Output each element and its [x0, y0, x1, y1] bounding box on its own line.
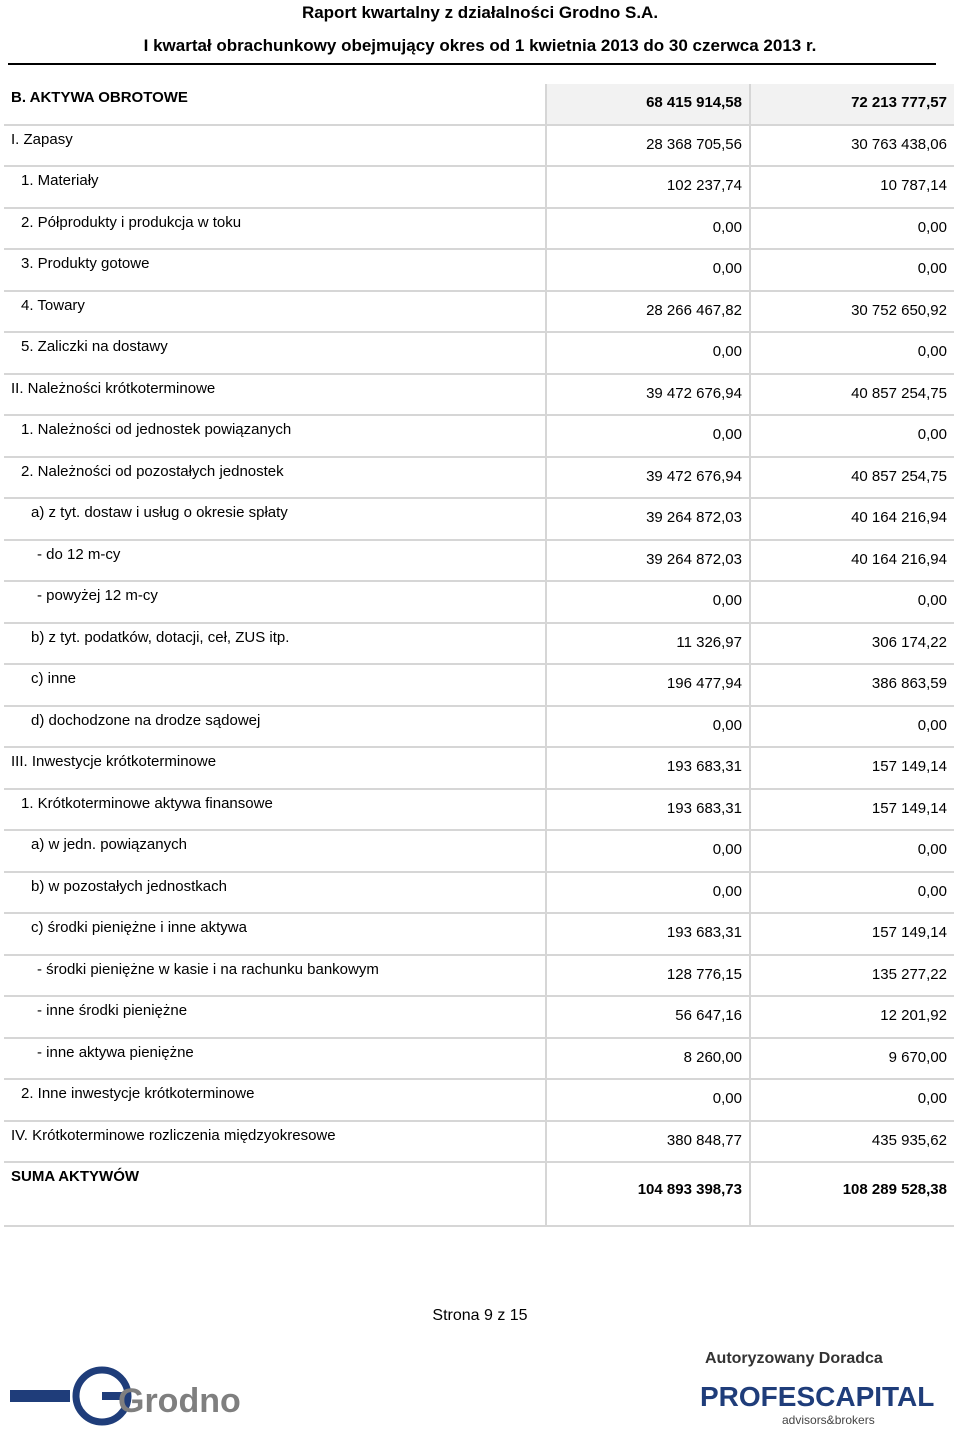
row-label: 1. Krótkoterminowe aktywa finansowe	[4, 789, 546, 831]
table-row	[4, 747, 954, 789]
row-value-current: 56 647,16	[546, 996, 750, 1038]
row-value-current: 8 260,00	[546, 1038, 750, 1080]
table-row	[4, 540, 954, 582]
profescapital-logo-icon	[700, 1368, 940, 1428]
row-value-previous: 0,00	[750, 332, 954, 374]
table-row	[4, 789, 954, 831]
table-row	[4, 415, 954, 457]
table-row	[4, 581, 954, 623]
row-value-current: 0,00	[546, 581, 750, 623]
row-label: 3. Produkty gotowe	[4, 249, 546, 291]
table-row	[4, 208, 954, 250]
row-value-current: 0,00	[546, 208, 750, 250]
row-value-previous: 40 857 254,75	[750, 374, 954, 416]
row-value-current: 39 472 676,94	[546, 374, 750, 416]
grodno-logo	[10, 1368, 241, 1429]
row-value-previous: 0,00	[750, 581, 954, 623]
table-row	[4, 872, 954, 914]
row-label: c) inne	[4, 664, 546, 706]
table-row	[4, 249, 954, 291]
table-row	[4, 996, 954, 1038]
row-value-previous: 30 763 438,06	[750, 125, 954, 167]
row-value-current: 0,00	[546, 830, 750, 872]
row-value-previous: 108 289 528,38	[750, 1162, 954, 1226]
row-value-current: 28 368 705,56	[546, 125, 750, 167]
table-row	[4, 166, 954, 208]
row-value-previous: 0,00	[750, 830, 954, 872]
row-value-previous: 135 277,22	[750, 955, 954, 997]
row-label: I. Zapasy	[4, 125, 546, 167]
profescapital-sub: advisors&brokers	[782, 1413, 875, 1427]
row-value-current: 196 477,94	[546, 664, 750, 706]
table-row	[4, 125, 954, 167]
row-value-previous: 10 787,14	[750, 166, 954, 208]
row-value-current: 193 683,31	[546, 747, 750, 789]
row-value-current: 0,00	[546, 249, 750, 291]
row-value-current: 102 237,74	[546, 166, 750, 208]
row-label: III. Inwestycje krótkoterminowe	[4, 747, 546, 789]
table-row	[4, 457, 954, 499]
profescapital-logo	[700, 1350, 940, 1433]
row-value-previous: 0,00	[750, 872, 954, 914]
row-value-current: 0,00	[546, 415, 750, 457]
row-value-previous: 0,00	[750, 706, 954, 748]
row-label: 2. Półprodukty i produkcja w toku	[4, 208, 546, 250]
row-value-current: 0,00	[546, 1079, 750, 1121]
table-row-total	[4, 1162, 954, 1226]
row-label: B. AKTYWA OBROTOWE	[4, 84, 546, 125]
table-row	[4, 955, 954, 997]
row-value-current: 193 683,31	[546, 913, 750, 955]
row-label: 1. Należności od jednostek powiązanych	[4, 415, 546, 457]
row-label: d) dochodzone na drodze sądowej	[4, 706, 546, 748]
grodno-logo-icon	[10, 1368, 241, 1424]
table-row	[4, 664, 954, 706]
table-row	[4, 706, 954, 748]
table-row	[4, 1038, 954, 1080]
row-value-previous: 40 164 216,94	[750, 540, 954, 582]
row-value-previous: 40 857 254,75	[750, 457, 954, 499]
advisor-title: Autoryzowany Doradca	[705, 1350, 883, 1367]
row-label: - powyżej 12 m-cy	[4, 581, 546, 623]
row-label: b) w pozostałych jednostkach	[4, 872, 546, 914]
table-row	[4, 1079, 954, 1121]
row-label: 2. Inne inwestycje krótkoterminowe	[4, 1079, 546, 1121]
report-subtitle: I kwartał obrachunkowy obejmujący okres od 1 kwietnia 2013 do 30 czerwca 2013 r.	[143, 36, 817, 55]
row-label: II. Należności krótkoterminowe	[4, 374, 546, 416]
row-value-previous: 72 213 777,57	[750, 84, 954, 125]
row-value-previous: 435 935,62	[750, 1121, 954, 1163]
row-label: a) z tyt. dostaw i usług o okresie spłaty	[4, 498, 546, 540]
table-row	[4, 332, 954, 374]
row-value-current: 11 326,97	[546, 623, 750, 665]
row-value-previous: 157 149,14	[750, 789, 954, 831]
row-label: - do 12 m-cy	[4, 540, 546, 582]
row-value-current: 0,00	[546, 706, 750, 748]
row-value-previous: 386 863,59	[750, 664, 954, 706]
row-value-current: 380 848,77	[546, 1121, 750, 1163]
row-label: a) w jedn. powiązanych	[4, 830, 546, 872]
row-label: IV. Krótkoterminowe rozliczenia międzyokresowe	[4, 1121, 546, 1163]
row-value-current: 39 472 676,94	[546, 457, 750, 499]
assets-table	[4, 84, 954, 1227]
row-value-current: 0,00	[546, 872, 750, 914]
table-row	[4, 623, 954, 665]
row-value-current: 104 893 398,73	[546, 1162, 750, 1226]
row-value-current: 0,00	[546, 332, 750, 374]
row-value-previous: 157 149,14	[750, 913, 954, 955]
table-row	[4, 913, 954, 955]
row-value-previous: 306 174,22	[750, 623, 954, 665]
table-row	[4, 1121, 954, 1163]
row-value-previous: 12 201,92	[750, 996, 954, 1038]
table-row	[4, 830, 954, 872]
row-value-current: 39 264 872,03	[546, 540, 750, 582]
report-title: Raport kwartalny z działalności Grodno S.A.	[301, 3, 659, 22]
grodno-logo-text: Grodno	[118, 1382, 241, 1420]
row-label: 5. Zaliczki na dostawy	[4, 332, 546, 374]
row-value-current: 193 683,31	[546, 789, 750, 831]
table-row	[4, 498, 954, 540]
row-value-current: 128 776,15	[546, 955, 750, 997]
row-value-current: 68 415 914,58	[546, 84, 750, 125]
row-value-previous: 9 670,00	[750, 1038, 954, 1080]
row-value-current: 39 264 872,03	[546, 498, 750, 540]
row-value-previous: 40 164 216,94	[750, 498, 954, 540]
row-label: c) środki pieniężne i inne aktywa	[4, 913, 546, 955]
row-label: - środki pieniężne w kasie i na rachunku bankowym	[4, 955, 546, 997]
table-row	[4, 374, 954, 416]
row-value-previous: 0,00	[750, 415, 954, 457]
row-label: SUMA AKTYWÓW	[4, 1162, 546, 1226]
header-divider	[8, 63, 936, 65]
row-value-previous: 30 752 650,92	[750, 291, 954, 333]
row-value-previous: 157 149,14	[750, 747, 954, 789]
row-value-previous: 0,00	[750, 1079, 954, 1121]
row-label: - inne aktywa pieniężne	[4, 1038, 546, 1080]
row-label: b) z tyt. podatków, dotacji, ceł, ZUS itp.	[4, 623, 546, 665]
row-value-previous: 0,00	[750, 208, 954, 250]
table-row	[4, 84, 954, 125]
table-row	[4, 291, 954, 333]
row-label: 1. Materiały	[4, 166, 546, 208]
row-label: - inne środki pieniężne	[4, 996, 546, 1038]
row-label: 4. Towary	[4, 291, 546, 333]
row-label: 2. Należności od pozostałych jednostek	[4, 457, 546, 499]
page-number: Strona 9 z 15	[432, 1307, 528, 1324]
profescapital-brand: PROFESCAPITAL	[700, 1381, 935, 1412]
row-value-previous: 0,00	[750, 249, 954, 291]
row-value-current: 28 266 467,82	[546, 291, 750, 333]
